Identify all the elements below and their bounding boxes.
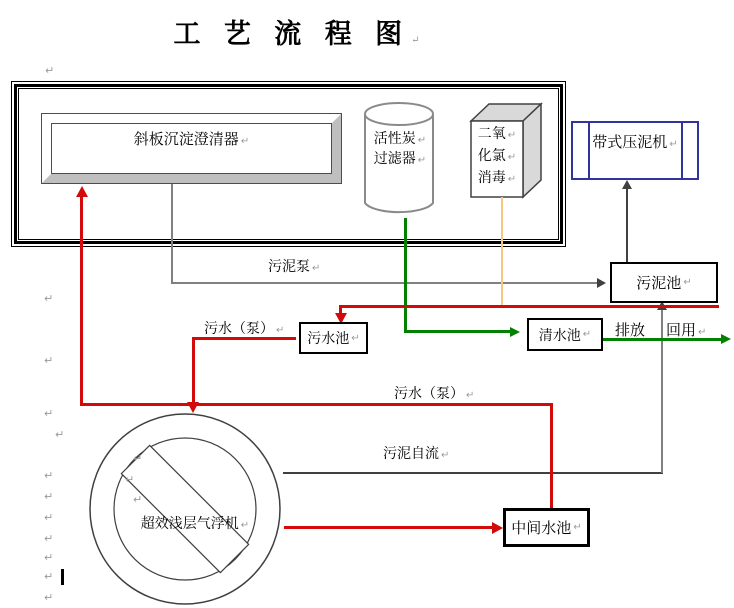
pilcrow-mark: ↵ bbox=[507, 152, 517, 163]
reuse-label[interactable] bbox=[666, 319, 706, 340]
disinfection-line1: 二氧 bbox=[477, 126, 506, 142]
pilcrow-mark: ↵ bbox=[669, 139, 678, 150]
pilcrow-mark: ↵ bbox=[44, 292, 54, 305]
pilcrow-mark: ↵ bbox=[698, 327, 707, 338]
gravity-flow-line-h bbox=[283, 472, 663, 474]
discharge-label[interactable] bbox=[615, 319, 645, 340]
air-flotation-text: 超效浅层气浮机 bbox=[140, 516, 239, 532]
pilcrow-mark: ↵ bbox=[466, 390, 475, 401]
clean-pool-label: 清水池 bbox=[538, 327, 581, 344]
sewage-pump2-line-h bbox=[80, 403, 553, 406]
clean-pool-box[interactable] bbox=[527, 318, 603, 351]
intermediate-pool-label: 中间水池 bbox=[511, 519, 572, 537]
sewage-pump2-text: 污水（泵） bbox=[394, 386, 464, 402]
air-flotation-shape[interactable] bbox=[88, 412, 286, 608]
pilcrow-mark: ↵ bbox=[133, 452, 143, 465]
pilcrow-mark: ↵ bbox=[240, 520, 250, 531]
filter-to-cleanpool-line-h bbox=[404, 330, 511, 333]
pilcrow-mark: ↵ bbox=[417, 155, 427, 166]
belt-press-left-bar bbox=[588, 123, 590, 178]
text-cursor[interactable] bbox=[61, 569, 64, 585]
sludge-gravity-text: 污泥自流 bbox=[383, 446, 439, 462]
return-line-left-v bbox=[80, 196, 83, 406]
clarifier-in-arrowhead bbox=[76, 186, 88, 197]
sewage-pump1-text: 污水（泵） bbox=[204, 321, 274, 337]
sludge-gravity-label[interactable] bbox=[383, 443, 449, 463]
diagram-title bbox=[160, 12, 440, 51]
belt-press-label: 带式压泥机 bbox=[592, 133, 668, 151]
belt-press-box[interactable] bbox=[571, 121, 699, 180]
sewagepool-feed-line-h bbox=[339, 305, 719, 308]
pilcrow-mark: ↵ bbox=[133, 493, 143, 506]
carbon-filter-line2: 过滤器 bbox=[373, 151, 416, 167]
air-flotation-label[interactable] bbox=[125, 513, 265, 533]
sewage-pool-label: 污水池 bbox=[307, 331, 350, 347]
pilcrow-mark: ↵ bbox=[45, 64, 55, 77]
beltpress-arrowhead bbox=[622, 180, 632, 189]
reuse-arrowhead bbox=[721, 334, 731, 344]
gravity-flow-line-v bbox=[661, 309, 663, 473]
clarifier-to-sludgepool-line-h bbox=[171, 282, 598, 284]
clarifier-label: 斜板沉淀澄清器 bbox=[133, 130, 239, 148]
intermediate-pool-box[interactable] bbox=[503, 508, 590, 547]
pilcrow-mark: ↵ bbox=[44, 490, 54, 503]
pilcrow-mark: ↵ bbox=[44, 469, 54, 482]
pilcrow-mark: ↵ bbox=[44, 570, 54, 583]
pilcrow-mark: ↵ bbox=[683, 277, 692, 288]
flotation-in-arrowhead bbox=[187, 402, 199, 413]
pilcrow-mark: ↵ bbox=[312, 263, 321, 274]
pilcrow-mark: ↵ bbox=[44, 407, 54, 420]
clarifier-face bbox=[51, 123, 332, 174]
sludgepool-to-beltpress-line bbox=[626, 188, 628, 263]
pilcrow-mark: ↵ bbox=[351, 332, 360, 344]
carbon-filter-label bbox=[364, 130, 436, 170]
discharge-text: 排放 bbox=[615, 321, 646, 339]
belt-press-right-bar bbox=[681, 123, 683, 178]
pilcrow-mark: ↵ bbox=[44, 551, 54, 564]
reuse-text: 回用 bbox=[666, 321, 697, 339]
sewage-pump2-label[interactable] bbox=[394, 383, 474, 403]
intermediate-in-arrowhead bbox=[492, 522, 503, 534]
pilcrow-mark: ↵ bbox=[507, 130, 517, 141]
disinfection-line2: 化氯 bbox=[477, 148, 506, 164]
pilcrow-mark: ↵ bbox=[125, 473, 135, 486]
disinfection-line3: 消毒 bbox=[477, 170, 506, 186]
clarifier-to-sludgepool-line-v bbox=[171, 184, 173, 283]
cleanpool-in-arrowhead bbox=[510, 327, 520, 337]
pilcrow-mark: ↵ bbox=[573, 522, 582, 533]
sludge-pump-label[interactable] bbox=[268, 256, 320, 276]
sludge-pool-box[interactable] bbox=[610, 262, 718, 303]
clarifier-shape[interactable] bbox=[42, 114, 341, 183]
pilcrow-mark: ↵ bbox=[55, 428, 65, 441]
disinfection-dosing-line bbox=[501, 197, 503, 307]
pilcrow-mark: ↵ bbox=[411, 35, 427, 46]
sewage-pool-box[interactable] bbox=[299, 322, 368, 354]
filter-to-cleanpool-line-v bbox=[404, 218, 407, 332]
pilcrow-mark: ↵ bbox=[276, 325, 285, 336]
pilcrow-mark: ↵ bbox=[441, 450, 450, 461]
pilcrow-mark: ↵ bbox=[44, 591, 54, 604]
sewage-pump1-label[interactable] bbox=[204, 318, 284, 338]
flotation-to-intermediate-line bbox=[284, 526, 494, 529]
pilcrow-mark: ↵ bbox=[240, 136, 250, 147]
sludgepool-in-arrowhead bbox=[597, 278, 606, 288]
intermediate-up-line-v bbox=[550, 403, 553, 508]
pilcrow-mark: ↵ bbox=[582, 329, 592, 340]
sewage-pump1-line-v bbox=[192, 337, 195, 402]
pilcrow-mark: ↵ bbox=[417, 135, 427, 146]
pilcrow-mark: ↵ bbox=[44, 354, 54, 367]
diagram-title-text: 工 艺 流 程 图 bbox=[173, 19, 410, 50]
disinfection-label bbox=[471, 124, 523, 190]
pilcrow-mark: ↵ bbox=[507, 174, 517, 185]
sludge-pump-text: 污泥泵 bbox=[268, 259, 310, 275]
pilcrow-mark: ↵ bbox=[44, 532, 54, 545]
sludge-pool-label: 污泥池 bbox=[636, 274, 682, 292]
carbon-filter-line1: 活性炭 bbox=[373, 131, 416, 147]
pilcrow-mark: ↵ bbox=[44, 511, 54, 524]
